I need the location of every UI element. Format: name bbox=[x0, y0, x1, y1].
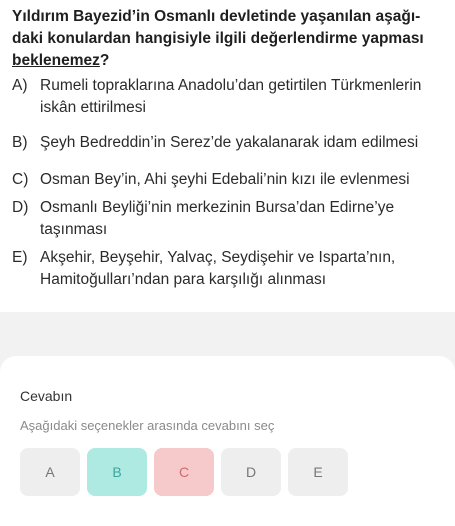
stem-question-mark: ? bbox=[99, 52, 110, 69]
choice-d-button[interactable] bbox=[221, 448, 281, 496]
option-b-line-1: Şeyh Bedreddin’in Serez’de yakalanarak idam edilmesi bbox=[40, 134, 419, 151]
option-e-letter: E) bbox=[12, 249, 28, 266]
option-e-line-2: Hamitoğulları’ndan para karşılığı alınması bbox=[40, 271, 327, 288]
option-b-letter: B) bbox=[12, 134, 28, 151]
stem-line-1: Yıldırım Bayezid’in Osmanlı devletinde yaşanılan aşağı- bbox=[12, 8, 421, 25]
option-a-line-1: Rumeli topraklarına Anadolu’dan getirtilen Türkmenlerin bbox=[40, 77, 422, 94]
choice-c-button[interactable] bbox=[154, 448, 214, 496]
choice-c-label: C bbox=[178, 464, 190, 480]
choice-a-label: A bbox=[45, 464, 55, 480]
option-b bbox=[12, 132, 448, 154]
option-d bbox=[12, 197, 448, 241]
choice-b-button[interactable] bbox=[87, 448, 147, 496]
option-a-letter: A) bbox=[12, 77, 28, 94]
stem-negative-word: beklenemez bbox=[12, 52, 100, 69]
option-a-line-2: iskân ettirilmesi bbox=[40, 99, 146, 116]
choice-e-button[interactable] bbox=[288, 448, 348, 496]
option-c-line-1: Osman Bey’in, Ahi şeyhi Edebali’nin kızı ile evlenmesi bbox=[40, 171, 410, 188]
choice-e-label: E bbox=[313, 464, 323, 480]
option-d-letter: D) bbox=[12, 199, 29, 216]
option-d-line-1: Osmanlı Beyliği’nin merkezinin Bursa’dan Edirne’ye bbox=[40, 199, 395, 216]
question-stem bbox=[12, 6, 448, 72]
option-d-line-2: taşınması bbox=[40, 221, 108, 238]
option-c bbox=[12, 169, 448, 191]
choice-b-label: B bbox=[112, 464, 122, 480]
option-a bbox=[12, 75, 448, 119]
option-e bbox=[12, 247, 448, 291]
choice-a-button[interactable] bbox=[20, 448, 80, 496]
answer-panel-subtitle: Aşağıdaki seçenekler arasında cevabını seç bbox=[20, 418, 275, 433]
stem-line-2: daki konulardan hangisiyle ilgili değerlendirme yapması bbox=[12, 30, 424, 47]
answer-panel bbox=[0, 356, 455, 526]
option-c-letter: C) bbox=[12, 171, 29, 188]
choice-d-label: D bbox=[245, 464, 257, 480]
option-e-line-1: Akşehir, Beyşehir, Yalvaç, Seydişehir ve Isparta’nın, bbox=[40, 249, 396, 266]
answer-panel-title: Cevabın bbox=[20, 388, 73, 404]
